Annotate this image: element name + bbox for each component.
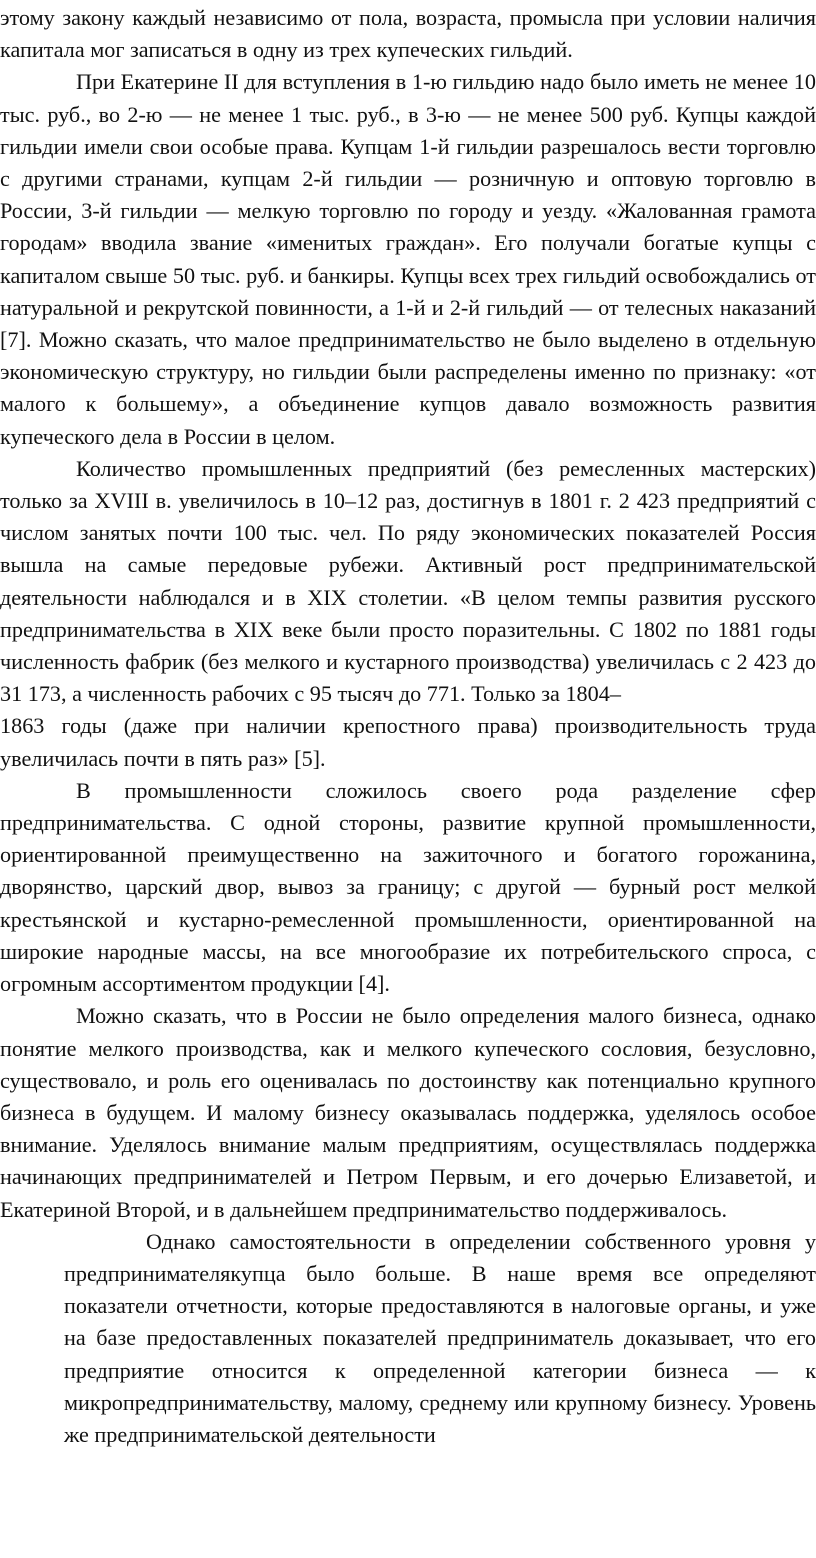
paragraph-catherine-guilds: При Екатерине II для вступления в 1-ю гильдию надо было иметь не менее 10 тыс. руб., во 2-ю — не менее 1 тыс. руб., в 3-ю — не менее 500 руб. Купцы каждой гильдии имели свои особые права. Купцам 1-й гильдии разрешалось вести торговлю с другими странами, купцам 2-й гильдии — розничную и оптовую торговлю в России, 3-й гильдии — мелкую торговлю по городу и уезду. «Жалованная грамота городам» вводила звание «именитых граждан». Его получали богатые купцы с капиталом свыше 50 тыс. руб. и банкиры. Купцы всех трех гильдий освобождались от натуральной и рекрутской повинности, а 1-й и 2-й гильдий — от телесных наказаний [7]. Можно сказать, что малое предпринимательство не было выделено в отдельную экономическую структуру, но гильдии были распределены именно по признаку: «от малого к большему», а объединение купцов давало возможность развития купеческого дела в России в целом. (0, 69, 816, 449)
paragraph-self-determination: Однако самостоятельности в определении собственного уровня у предпринимателякупца было больше. В наше время все определяют показатели отчетности, которые предоставляются в налоговые органы, и уже на базе предоставленных показателей предприниматель доказывает, что его предприятие относится к определенной категории бизнеса — к микропредпринимательству, малому, среднему или крупному бизнесу. Уровень же предпринимательской деятельности (64, 1228, 816, 1447)
paragraph-industrial-growth: Количество промышленных предприятий (без ремесленных мастерских) только за XVIII в. увеличилось в 10–12 раз, достигнув в 1801 г. 2 423 предприятий с числом занятых почти 100 тыс. чел. По ряду экономических показателей Россия вышла на самые передовые рубежи. Активный рост предпринимательской деятельности наблюдался и в XIX столетии. «В целом темпы развития русского предпринимательства в XIX веке были просто поразительны. С 1802 по 1881 годы численность фабрик (без мелкого и кустарного производства) увеличилась с 2 423 до 31 173, а численность рабочих с 95 тысяч до 771. Только за 1804– (0, 455, 816, 707)
paragraph-guild-law-continuation: этому закону каждый независимо от пола, возраста, промысла при условии наличия капитала мог записаться в одну из трех купеческих гильдий. (0, 5, 816, 63)
paragraph-small-business-russia: Можно сказать, что в России не было определения малого бизнеса, однако понятие мелкого производства, как и мелкого купеческого сословия, безусловно, существовало, и роль его оценивалась по достоинству как потенциально крупного бизнеса в будущем. И малому бизнесу оказывалась поддержка, уделялось особое внимание. Уделялось внимание малым предприятиям, осуществлялась поддержка начинающих предпринимателей и Петром Первым, и его дочерью Елизаветой, и Екатериной Второй, и в дальнейшем предпринимательство поддерживалось. (0, 1003, 816, 1222)
paragraph-industrial-growth-continued: 1863 годы (даже при наличии крепостного права) производительность труда увеличилась почти в пять раз» [5]. (0, 713, 816, 771)
paragraph-industry-division: В промышленности сложилось своего рода разделение сфер предпринимательства. С одной стороны, развитие крупной промышленности, ориентированной преимущественно на зажиточного и богатого горожанина, дворянство, царский двор, вывоз за границу; с другой — бурный рост мелкой крестьянской и кустарно-ремесленной промышленности, ориентированной на широкие народные массы, на все многообразие их потребительского спроса, с огромным ассортиментом продукции [4]. (0, 777, 816, 997)
